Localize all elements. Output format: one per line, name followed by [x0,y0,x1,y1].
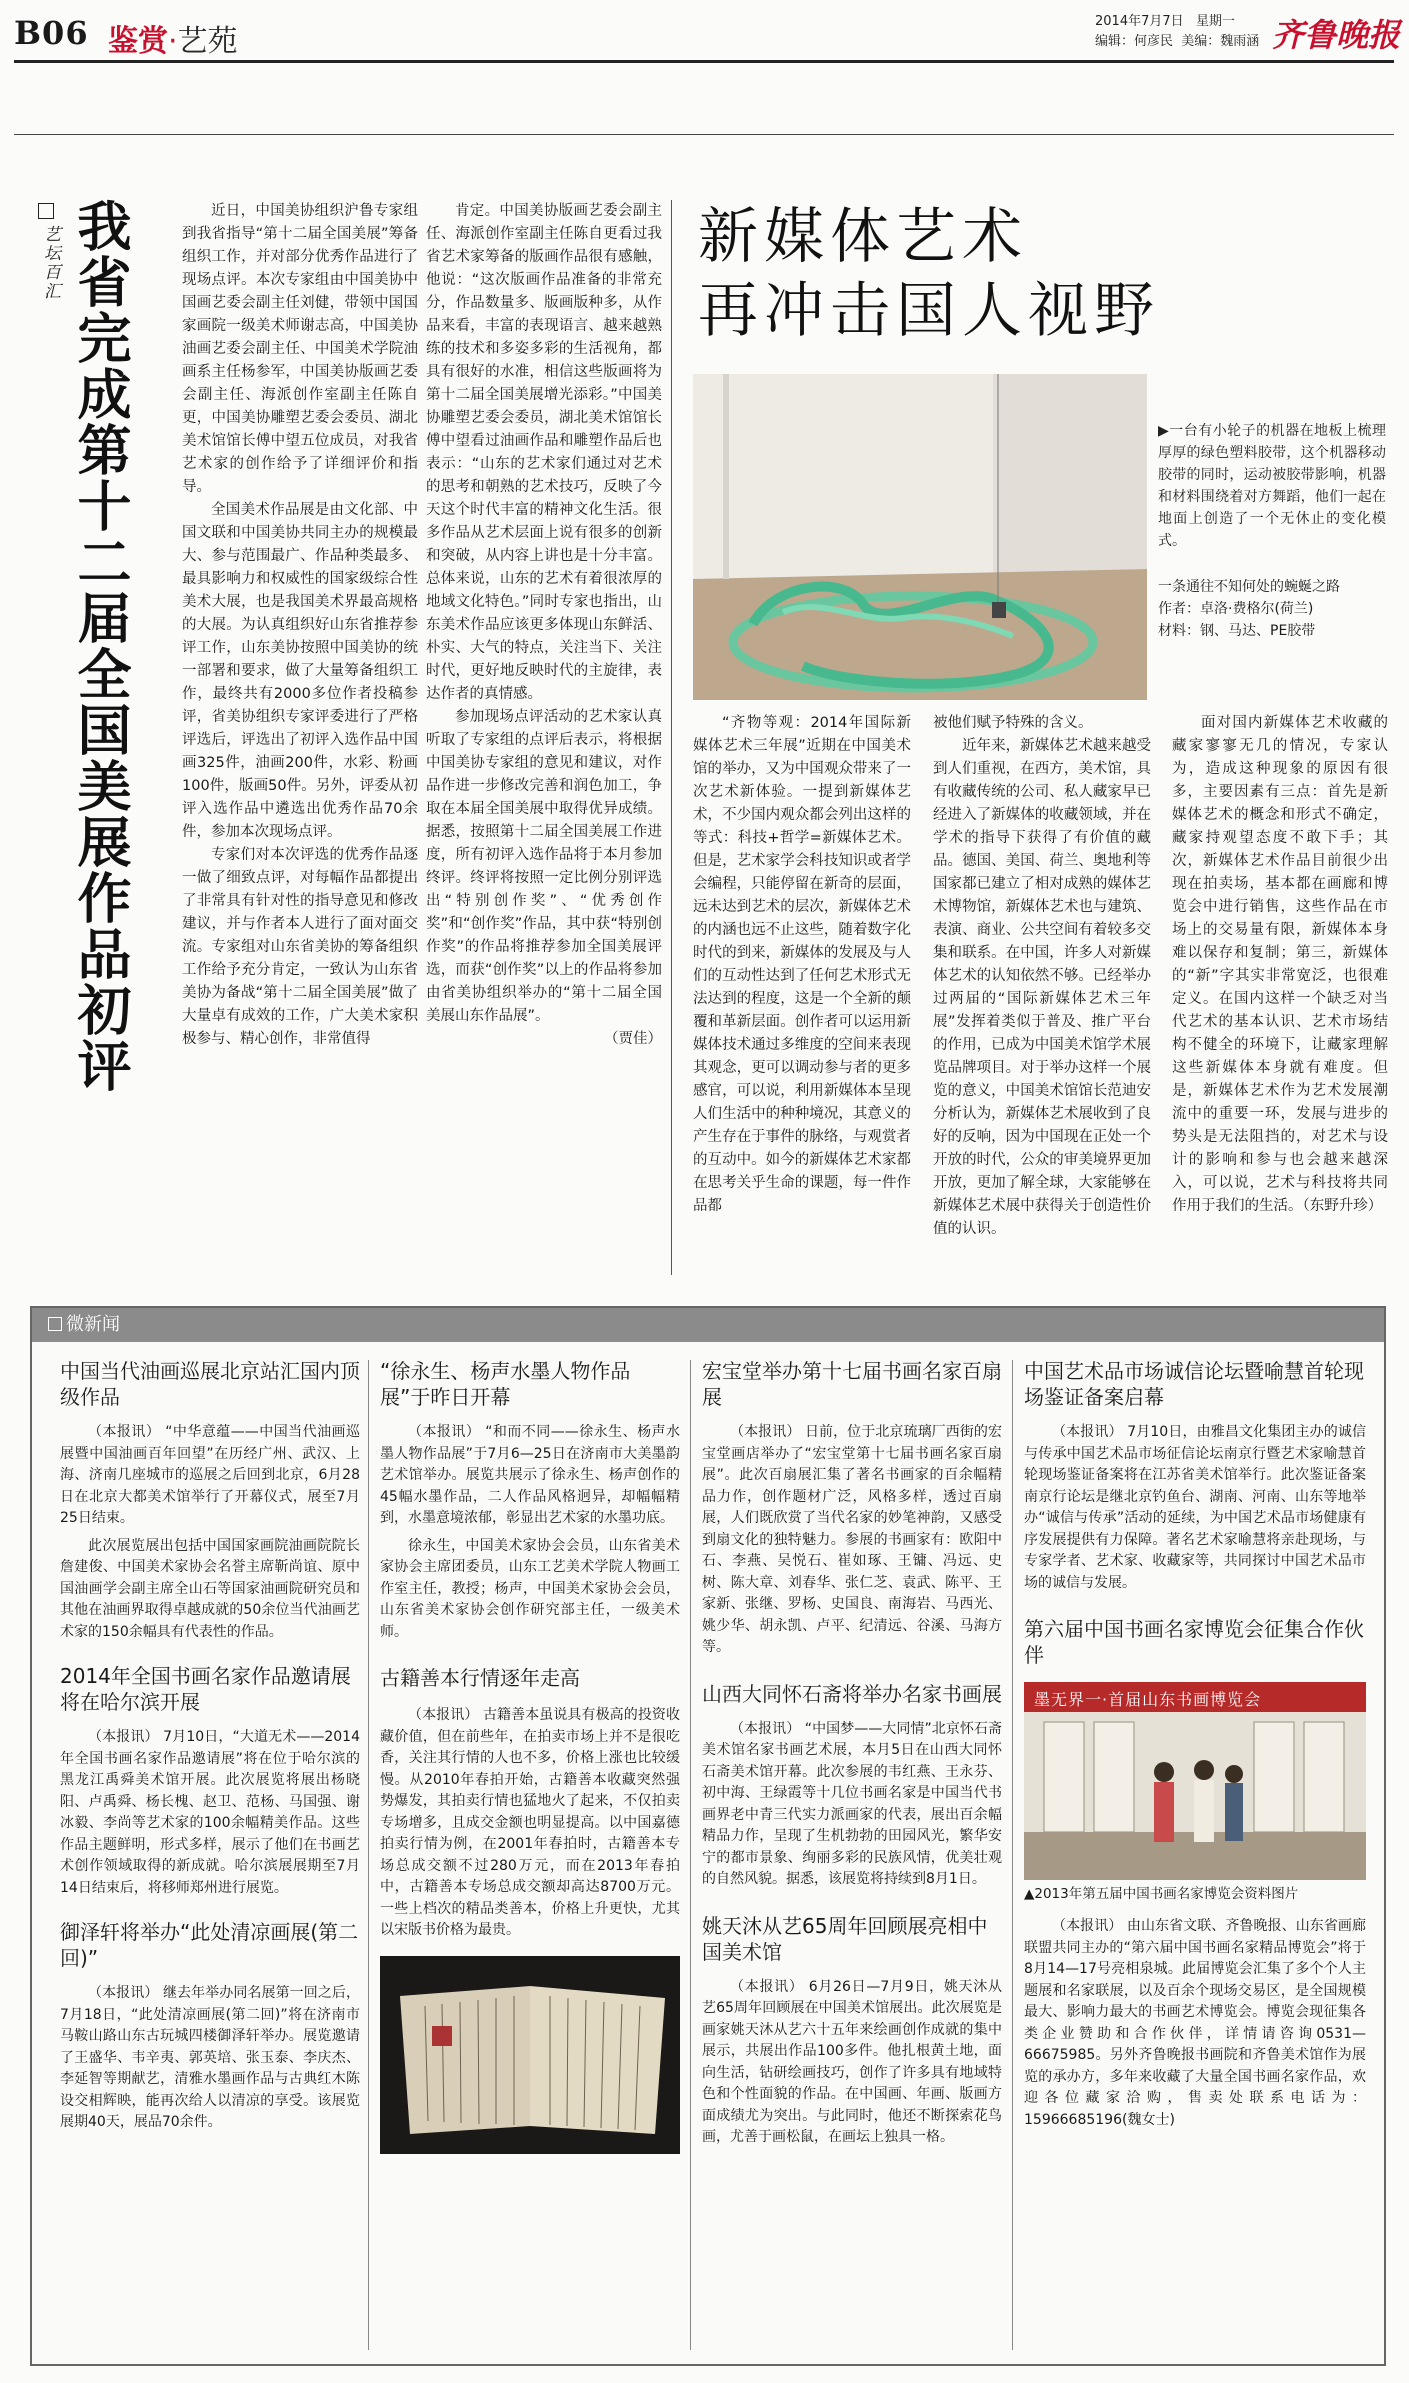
micro-news-col3 [702,1358,1002,2149]
right-article-para: 近年来，新媒体艺术越来越受到人们重视，在西方，美术馆，具有收藏传统的公司、私人藏家早已经进入了新媒体的收藏领域，并在学术的指导下获得了有价值的藏品。德国、美国、荷兰、奥地利等国家都已建立了相对成熟的媒体艺术博物馆，新媒体艺术也与建筑、表演、商业、公共空间有着较多交集和联系。在中国，许多人对新媒体艺术的认知依然不够。已经举办过两届的“国际新媒体艺术三年展”发挥着类似于普及、推广平台的作用，已成为中国美术馆学术展览品牌项目。对于举办这样一个展览的意义，中国美术馆馆长范迪安分析认为，新媒体艺术展收到了良好的反响，因为中国现在正处一个开放的时代，公众的审美境界更加开放，更加了解全球，大家能够在新媒体艺术展中获得关于创造性价值的认识。 [933,738,1151,1237]
right-article-col3 [1172,712,1388,1218]
left-article-para: 肯定。中国美协版画艺委会副主任、海派创作室副主任陈自更看过我省艺术家筹备的版画作品很有感触，他说：“这次版画作品准备的非常充分，作品数量多、版画版种多，从作品来看，丰富的表现语言、越来越熟练的技术和多姿多彩的生活视角，都具有很好的水准，相信这些版画将为第十二届全国美展增光添彩。”中国美协雕塑艺委会委员，湖北美术馆馆长傅中望看过油画作品和雕塑作品后也表示：“山东的艺术家们通过对艺术的思考和朝熟的艺术技巧，反映了今天这个时代丰富的精神文化生活。很多作品从艺术层面上说有很多的创新和突破，从内容上讲也是十分丰富。总体来说，山东的艺术有着很浓厚的地域文化特色。”同时专家也指出，山东美术作品应该更多体现山东鲜活、朴实、大气的特点，关注当下、关注时代，更好地反映时代的主旋律，表达作者的真情感。 [426,203,662,702]
left-article-headline: 我省完成第十二届全国美展作品初评 [69,198,133,1094]
ancient-book-icon [380,1956,680,2154]
author-signature: （贾佳） [604,1031,662,1047]
ancient-book-photo [380,1956,680,2154]
news-item [702,1681,1002,1891]
news-column-divider [690,1360,691,2350]
label-box-icon [38,203,54,219]
news-para: （本报讯） 6月26日—7月9日，姚天沐从艺65周年回顾展在中国美术馆展出。此次展览是画家姚天沐从艺六十五年来绘画创作成就的集中展示，共展出作品100多件。他扎根黄土地，面向生活，钻研绘画技巧，创作了许多具有地域特色和个性面貌的作品。在中国画、年画、版画方面成绩尤为突出。与此同时，他还不断探索花鸟画，尤善于画松鼠，在画坛上独具一格。 [702,1978,1002,2145]
news-title: 第六届中国书画名家博览会征集合作伙伴 [1024,1617,1364,1667]
left-article-para: 全国美术作品展是由文化部、中国文联和中国美协共同主办的规模最大、参与范围最广、作品种类最多、最具影响力和权威性的国家级综合性美术大展，也是我国美术界最高规格的大展。为认真组织好山东省推荐参评工作，山东美协按照中国美协的统一部署和要求，做了大量筹备组织工作，最终共有2000多位作者投稿参评，省美协组织专家评委进行了严格评选后，评选出了初评入选作品中国画325件，油画200件，水彩、粉画100件，版画50件。另外，评委从初评入选作品中遴选出优秀作品70余件，参加本次现场点评。 [182,502,418,840]
micro-news-col1 [60,1358,360,2134]
header-rule [14,60,1394,63]
news-para: （本报讯） 古籍善本虽说具有极高的投资收藏价值，但在前些年，在拍卖市场上并不是很吃香，关注其行情的人也不多，价格上涨也比较缓慢。从2010年春拍开始，古籍善本收藏突然强势爆发，其拍卖行情也猛地火了起来，不仅拍卖专场增多，且成交金额也明显提高。以中国嘉德拍卖行情为例，在2001年春拍时，古籍善本专场总成交额不过280万元，而在2013年春拍中，古籍善本专场总成交额却高达8700万元。一些上档次的精品类善本，价格上升更快，尤其以宋版书价格为最贵。 [380,1707,680,1938]
expo-photo [1024,1682,1366,1880]
micro-news-col2 [380,1358,680,2154]
headline-line-1: 新媒体艺术 [698,202,1028,272]
page-number: B06 [14,14,89,52]
news-item [702,1913,1002,2149]
header-meta [1095,12,1259,52]
label-box-icon [48,1317,62,1331]
left-article-para: 参加现场点评活动的艺术家认真听取了专家组的点评后表示，将根据中国美协专家组的意见和建议，对作品作进一步修改完善和润色加工，争取在本届全国美展中取得优异成绩。据悉，按照第十二届全国美展工作进度，所有初评入选作品将于本月参加终评。终评将按照一定比例分别评选出“特别创作奖”、“优秀创作奖”和“创作奖”作品，其中获“特别创作奖”的作品将推荐参加全国美展评选，而获“创作奖”以上的作品将参加由省美协组织举办的“第十二届全国美展山东作品展”。 [426,709,662,1024]
news-para: 此次展览展出包括中国国家画院油画院院长詹建俊、中国美术家协会名誉主席靳尚谊、原中国油画学会副主席全山石等国家油画院研究员和其他在油画界取得卓越成就的50余位当代油画艺术家的150余幅具有代表性的作品。 [60,1537,360,1640]
news-column-divider [1012,1360,1013,2350]
news-para: （本报讯） “和而不同——徐永生、杨声水墨人物作品展”于7月6—25日在济南市大美墨韵艺术馆举办。展览共展示了徐永生、杨声创作的45幅水墨作品，二人作品风格迥异，却幅幅精到，水墨意境浓郁，彰显出艺术家的水墨功底。 [380,1424,680,1526]
right-article-col2 [933,712,1151,1241]
expo-banner-text: 墨无界一·首届山东书画博览会 [1034,1690,1262,1709]
news-para: （本报讯） 继去年举办同名展第一回之后，7月18日，“此处清凉画展(第二回)”将在济南市马鞍山路山东古玩城四楼御泽轩举办。展览邀请了王盛华、韦辛夷、郭英培、张玉泰、李庆杰、李延智等期献艺，清雅水墨画作品与古典红木陈设交相辉映，能再次给人以清凉的享受。该展览展期40天，展品70余件。 [60,1985,360,2130]
news-para: （本报讯） 由山东省文联、齐鲁晚报、山东省画廊联盟共同主办的“第六届中国书画名家精品博览会”将于8月14—17号亮相泉城。此届博览会汇集了多个个人主题展和名家联展，以及百余个现场交易区，是全国规模最大、影响力最大的书画艺术博览会。博览会现征集各类企业赞助和合作伙伴，详情请咨询0531—66675985。另外齐鲁晚报书画院和齐鲁美术馆作为展览的承办方，多年来收藏了大量全国书画名家作品，欢迎各位藏家洽购，售卖处联系电话为：15966685196(魏女士) [1024,1918,1366,2128]
news-title: 古籍善本行情逐年走高 [380,1666,580,1690]
work-materials: 材料：钢、马达、PE胶带 [1158,623,1316,639]
editor: 编辑：何彦民 [1095,34,1174,49]
side-label-text: 艺坛百汇 [40,225,60,301]
micro-news-col4 [1024,1358,1366,2131]
work-title: 一条通往不知何处的蜿蜒之路 [1158,579,1340,595]
news-para: （本报讯） 7月10日，由雅昌文化集团主办的诚信与传承中国艺术品市场征信论坛南京行暨艺术家喻慧首轮现场鉴证备案将在江苏省美术馆举行。此次鉴证备案南京行论坛是继北京钓鱼台、湖南、河南、山东等地举办“诚信与传承”活动的延续，为中国艺术品市场健康有序发展提供有力保障。著名艺术家喻慧将亲赴现场，与专家学者、艺术家、收藏家等，共同探讨中国艺术品市场的诚信与发展。 [1024,1424,1366,1591]
work-artist: 作者：卓洛·费格尔(荷兰) [1158,601,1314,617]
caption-text: ▶一台有小轮子的机器在地板上梳理厚厚的绿色塑料胶带，这个机器移动胶带的同时，运动被胶带影响，机器和材料围绕着对方舞蹈，他们一起在地面上创造了一个无休止的变化模式。 [1158,423,1386,549]
news-title: 御泽轩将举办“此处清凉画展(第二回)” [60,1920,359,1970]
news-title: 2014年全国书画名家作品邀请展将在哈尔滨开展 [60,1664,351,1714]
news-item [1024,1616,1366,2131]
news-item [60,1358,360,1643]
news-title: “徐永生、杨声水墨人物作品展”于昨日开幕 [380,1359,631,1409]
news-title: 中国当代油画巡展北京站汇国内顶级作品 [60,1359,360,1409]
news-para: 徐永生，中国美术家协会会员，山东省美术家协会主席团委员，山东工艺美术学院人物画工作室主任，教授；杨声，中国美术家协会会员，山东省美术家协会创作研究部主任，一级美术师。 [380,1537,680,1640]
green-tape-sculpture-icon [693,374,1147,700]
artwork-caption [1158,420,1386,642]
left-article-col1 [182,200,418,1051]
masthead-logo: 齐鲁晚报 [1272,16,1401,54]
micro-news-header [32,1308,1384,1342]
exhibition-hall-icon [1024,1682,1366,1880]
side-label [38,203,58,301]
news-para: （本报讯） 日前，位于北京琉璃厂西街的宏宝堂画店举办了“宏宝堂第十七届书画名家百扇展”。此次百扇展汇集了著名书画家的百余幅精品力作，创作题材广泛，风格多样，透过百扇展，人们既欣赏了当代名家的妙笔神韵，又感受到扇文化的独特魅力。参展的书画家有：欧阳中石、李燕、吴悦石、崔如琢、王镛、冯远、史树、陈大章、刘春华、张仁芝、袁武、陈平、王家新、张继、罗杨、史国良、南海岩、马西光、姚少华、胡永凯、卢平、纪清远、谷溪、马海方等。 [702,1424,1002,1655]
right-article-col1 [693,712,911,1218]
news-column-divider [368,1360,369,2350]
news-para: （本报讯） 7月10日，“大道无术——2014年全国书画名家作品邀请展”将在位于哈尔滨的黑龙江禹舜美术馆开展。此次展览将展出杨晓阳、卢禹舜、杨长槐、赵卫、范杨、马国强、谢冰毅、李尚等艺术家的100余幅精美作品。这些作品主题鲜明，形式多样，展示了他们在书画艺术创作领域取得的新成就。哈尔滨展展期至7月14日结束后，将移师郑州进行展览。 [60,1729,360,1896]
micro-news-label: 微新闻 [66,1314,120,1335]
news-title: 中国艺术品市场诚信论坛暨喻慧首轮现场鉴证备案启幕 [1024,1359,1364,1409]
left-article-col2 [426,200,662,1051]
column-divider [671,200,672,1275]
news-title: 姚天沐从艺65周年回顾展亮相中国美术馆 [702,1913,988,1964]
right-article-para: 被他们赋予特殊的含义。 [933,715,1093,731]
designer: 美编：魏雨涵 [1181,34,1260,49]
news-item [702,1358,1002,1659]
section-title: 鉴赏·艺苑 [108,24,238,59]
issue-date: 2014年7月7日 [1095,14,1184,29]
headline-line-2: 再冲击国人视野 [698,276,1160,346]
right-article-headline [698,200,1160,348]
news-item [60,1663,360,1899]
left-article-para: 专家们对本次评选的优秀作品逐一做了细致点评，对每幅作品都提出了非常具有针对性的指导意见和修改建议，并与作者本人进行了面对面交流。专家组对山东省美协的筹备组织工作给予充分肯定，一致认为山东省美协为备战“第十二届全国美展”做了大量卓有成效的工作，广大美术家积极参与、精心创作，非常值得 [182,847,418,1047]
news-item [380,1358,680,1643]
news-para: （本报讯） “中华意蕴——中国当代油画巡展暨中国油画百年回望”在历经广州、武汉、上海、济南几座城市的巡展之后回到北京，6月28日在北京大都美术馆举行了开幕仪式，展至7月25日结束。 [60,1424,360,1526]
header-rule-thin [14,134,1394,135]
expo-photo-caption: ▲2013年第五届中国书画名家博览会资料图片 [1024,1886,1299,1902]
artwork-photo [693,374,1147,700]
news-item [60,1919,360,2134]
right-article-para: 面对国内新媒体艺术收藏的藏家寥寥无几的情况，专家认为，造成这种现象的原因有很多，主要因素有三点：首先是新媒体艺术的概念和形式不确定，藏家持观望态度不敢下手；其次，新媒体艺术作品目前很少出现在拍卖场，基本都在画廊和博览会中进行销售，这些作品在市场上的交易量有限，新媒体本身难以保存和复制；第三，新媒体的“新”字其实非常宽泛，也很难定义。在国内这样一个缺乏对当代艺术的基本认识、艺术市场结构不健全的环境下，让藏家理解这些新媒体本身就有难度。但是，新媒体艺术作为艺术发展潮流中的重要一环，发展与进步的势头是无法阻挡的，对艺术与设计的影响和参与也会越来越深入，可以说，艺术与科技将共同作用于我们的生活。（东野升珍） [1172,715,1388,1214]
weekday: 星期一 [1196,14,1236,29]
left-article-para: 近日，中国美协组织沪鲁专家组到我省指导“第十二届全国美展”筹备组织工作，并对部分优秀作品进行了现场点评。本次专家组由中国美协中国画艺委会副主任刘健，带领中国国家画院一级美术师谢志高，中国美协油画艺委会副主任、中国美术学院油画系主任杨参军，中国美协版画艺委会副主任、海派创作室副主任陈自更，中国美协雕塑艺委会委员、湖北美术馆馆长傅中望五位成员，对我省艺术家的创作给予了详细评价和指导。 [182,203,418,495]
news-title: 山西大同怀石斋将举办名家书画展 [702,1681,1002,1706]
section-name: 鉴赏 [108,24,168,59]
right-article-para: “齐物等观：2014年国际新媒体艺术三年展”近期在中国美术馆的举办，又为中国观众带来了一次艺术新体验。一提到新媒体艺术，不少国内观众都会列出这样的等式：科技+哲学=新媒体艺术。但是，艺术家学会科技知识或者学会编程，只能停留在新奇的层面，远未达到艺术的层次，新媒体艺术的内涵也远不止这些，随着数字化时代的到来，新媒体的发展及与人们的互动性达到了任何艺术形式无法达到的程度，这是一个全新的颠覆和革新层面。创作者可以运用新媒体技术通过多维度的空间来表现其观念，更可以调动参与者的更多感官，可以说，利用新媒体本呈现人们生活中的种种境况，其意义的产生存在于事件的脉络，与观赏者的互动中。如今的新媒体艺术家都在思考关乎生命的课题，每一件作品都 [693,715,911,1214]
news-item [380,1665,680,1942]
news-para: （本报讯） “中国梦——大同情”北京怀石斋美术馆名家书画艺术展，本月5日在山西大同怀石斋美术馆开幕。此次参展的韦红燕、王永芬、初中海、王绿霞等十几位书画名家是中国当代书画界老中青三代实力派画家的代表，展出百余幅精品力作，呈现了生机勃勃的田园风光，繁华安宁的都市景象、绚丽多彩的民族风情，优美壮观的自然风貌。据悉，该展览将持续到8月1日。 [702,1720,1002,1887]
subsection-name: 艺苑 [177,24,238,59]
news-item [1024,1358,1366,1594]
news-title: 宏宝堂举办第十七届书画名家百扇展 [702,1359,1002,1409]
